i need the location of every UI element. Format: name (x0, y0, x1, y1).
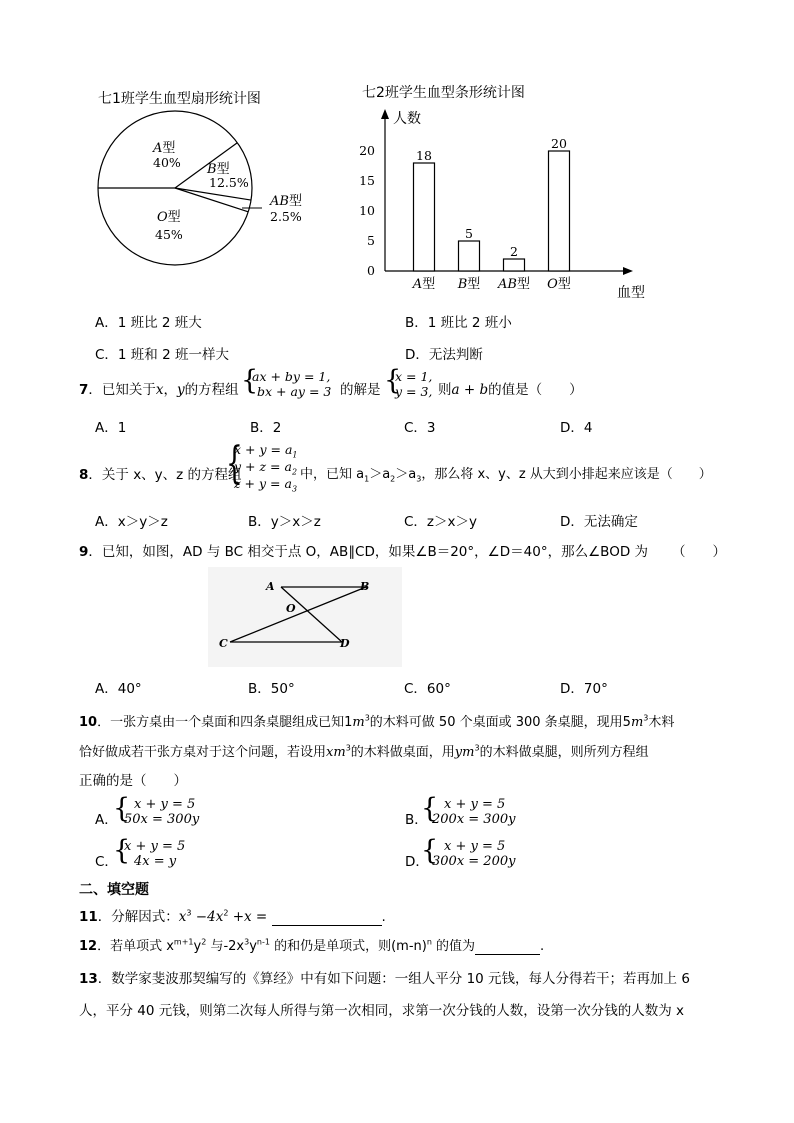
bar-rect (414, 163, 435, 271)
q7-brace-2: { (384, 365, 402, 396)
q7-var-y: y (177, 382, 185, 398)
q8-option-b: B．y＞x＞z (248, 514, 321, 530)
q10-option-d-label: D． (405, 854, 429, 870)
pie-slice-label: A型 (153, 141, 176, 156)
pie-slice-label: B型 (207, 162, 230, 177)
q10-line-2: 恰好做成若干张方桌对于这个问题，若设用$xm^3$的木料做桌面，用$ym^3$的木料做桌腿，则所列方程组 (79, 743, 649, 760)
bar-x-axis-arrow (623, 267, 633, 275)
q7-text-4: 则 (438, 382, 452, 398)
q10-option-b-eq2: 200x = 300y (432, 812, 516, 827)
q6-option-a: A．1 班比 2 班大 (95, 315, 202, 331)
q10-number: 10 (79, 715, 98, 730)
pie-slice-label: O型 (157, 210, 181, 225)
q8-equation-3: $z + y = a_3$ (234, 476, 298, 494)
q10-option-a-eq2: 50x = 300y (124, 812, 200, 827)
q8-text-2-group: 中，已知 $a_1>a_2>a_3$，那么将 x、y、z 从大到小排起来应该是（ ） (300, 467, 712, 484)
bar-value-label: 20 (551, 136, 567, 151)
bar-y-tick-label: 20 (359, 143, 375, 158)
q11-answer-blank[interactable] (272, 909, 382, 926)
q7-option-c: C．3 (404, 420, 436, 436)
q8-equation-1: $x + y = a_1$ (234, 442, 298, 460)
bar-y-tick-label: 0 (367, 263, 375, 278)
pie-chart-title: 七1班学生血型扇形统计图 (98, 91, 261, 107)
q8-equation-2: $y + z = a_2$ (234, 459, 298, 477)
q10-option-c-eq2: 4x = y (134, 854, 177, 869)
q10-option-b-eq1: x + y = 5 (444, 797, 506, 812)
q10-option-a-label: A． (95, 812, 118, 828)
q10-option-d-eq1: x + y = 5 (444, 839, 506, 854)
q8-text-1: ．关于 x、y、z 的方程组 (88, 467, 242, 483)
q10-option-d-eq2: 300x = 200y (432, 854, 516, 869)
q10-option-a-eq1: x + y = 5 (134, 797, 196, 812)
pie-chart (90, 110, 320, 280)
pie-slice-percent: 40% (153, 155, 181, 170)
q10-option-a-brace: { (113, 793, 131, 824)
q10-line-1: 10．一张方桌由一个桌面和四条桌腿组成已知$1m^3$的木料可做 50 个桌面或 300 条桌腿，现用$5m^3$木料 (79, 713, 675, 730)
q9-label-d: D (340, 637, 350, 650)
q7-text-5: 的值是（ ） (488, 382, 583, 398)
bar-y-tick-label: 15 (359, 173, 375, 188)
q13-line-2: 人，平分 40 元钱，则第二次每人所得与第一次相同，求第一次分钱的人数，设第一次分钱的人数为 x (79, 1003, 685, 1019)
bar-rect (504, 259, 525, 271)
bar-y-axis-arrow (381, 109, 389, 119)
q12-answer-blank[interactable] (475, 939, 540, 955)
q9-answer-paren: （ ） (672, 544, 726, 560)
bar-chart (355, 105, 655, 305)
q8-option-d: D．无法确定 (560, 514, 638, 530)
bar-rect (549, 151, 570, 271)
question-12: 12．若单项式 $x^{m+1}y^2$ 与$-2x^3y^{n-1}$ 的和仍是单项式，则$(m-n)^n$ 的值为 . (79, 937, 545, 954)
q7-text-3: 的解是 (340, 382, 381, 398)
section-heading: 二、填空题 (79, 882, 149, 898)
bar-x-label: 血型 (617, 285, 645, 301)
bar-category-label: B型 (457, 277, 481, 292)
bar-value-label: 2 (510, 244, 518, 259)
question-7 (79, 378, 239, 398)
q8-option-c: C．z＞x＞y (404, 514, 477, 530)
q7-solution-1: x = 1, (395, 369, 433, 384)
q6-option-d: D．无法判断 (405, 347, 483, 363)
q13-number: 13 (79, 971, 98, 987)
q9-text: ．已知，如图，AD 与 BC 相交于点 O，AB∥CD，如果∠B＝20°，∠D＝40°，那么∠BOD 为 (88, 544, 649, 560)
bar-category-label: AB型 (498, 277, 530, 292)
q8-option-a: A．x＞y＞z (95, 514, 168, 530)
q9-label-b: B (360, 580, 370, 593)
q6-option-c: C．1 班和 2 班一样大 (95, 347, 229, 363)
q9-option-b: B．50° (248, 681, 295, 697)
q10-line-3: 正确的是（ ） (79, 773, 187, 789)
q10-option-c-eq1: x + y = 5 (124, 839, 186, 854)
q9-figure (208, 567, 402, 667)
q9-number: 9 (79, 544, 89, 560)
q7-solution-2: y = 3, (395, 384, 433, 399)
question-11: 11．分解因式：$x^3 -4x^2 +x$ = . (79, 908, 386, 925)
bar-category-label: A型 (412, 277, 436, 292)
bar-y-tick-label: 5 (367, 233, 375, 248)
q9-option-d: D．70° (560, 681, 608, 697)
q13-line-1: 13．数学家斐波那契编写的《算经》中有如下问题：一组人平分 10 元钱，每人分得若干；若再加上 6 (79, 971, 690, 987)
q8-number: 8 (79, 467, 89, 483)
q7-expr: a + b (451, 382, 489, 398)
q9-label-c: C (219, 637, 228, 650)
q7-option-d: D．4 (560, 420, 593, 436)
q7-text-4-group (438, 378, 583, 398)
q7-text-2: 的方程组 (184, 382, 239, 398)
q7-option-a: A．1 (95, 420, 127, 436)
pie-slice-label: AB型 (270, 194, 302, 209)
q10-option-d-brace: { (421, 835, 439, 866)
pie-slice-percent: 2.5% (270, 209, 302, 224)
question-8 (79, 463, 242, 483)
q7-equation-2: bx + ay = 3 (257, 384, 332, 399)
q9-label-o: O (286, 602, 296, 615)
bar-value-label: 5 (465, 226, 473, 241)
question-9 (79, 540, 648, 560)
q7-comma: ， (163, 382, 178, 398)
q9-option-c: C．60° (404, 681, 451, 697)
pie-slice-percent: 12.5% (209, 175, 249, 190)
bar-chart-title: 七2班学生血型条形统计图 (362, 85, 525, 101)
q7-number: 7 (79, 382, 89, 398)
bar-category-label: O型 (547, 277, 571, 292)
pie-slice-percent: 45% (155, 227, 183, 242)
q7-text-1: ．已知关于 (88, 382, 156, 398)
q8-brace: { (226, 438, 243, 489)
q9-label-a: A (266, 580, 275, 593)
q6-option-b: B．1 班比 2 班小 (405, 315, 512, 331)
bar-rect (459, 241, 480, 271)
q9-option-a: A．40° (95, 681, 142, 697)
q11-number: 11 (79, 909, 98, 925)
q7-brace-1: { (241, 365, 259, 396)
q10-option-b-label: B． (405, 812, 428, 828)
q10-option-c-brace: { (113, 835, 131, 866)
q10-option-b-brace: { (421, 793, 439, 824)
q10-option-c-label: C． (95, 854, 118, 870)
q7-equation-1: ax + by = 1, (252, 369, 331, 384)
bar-y-tick-label: 10 (359, 203, 375, 218)
q7-option-b: B．2 (250, 420, 282, 436)
q12-number: 12 (79, 939, 98, 954)
q7-var-x: x (155, 382, 164, 398)
bar-value-label: 18 (416, 148, 432, 163)
bar-y-label: 人数 (393, 111, 421, 127)
